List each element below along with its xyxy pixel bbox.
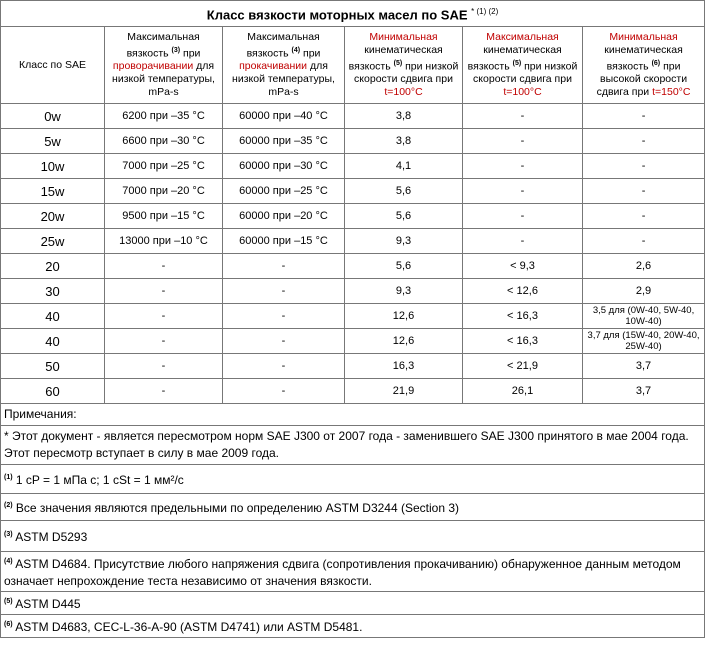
table-row: 25w 13000 при –10 °С 60000 при –15 °С 9,3 - - <box>1 229 705 254</box>
table-row: 15w 7000 при –20 °С 60000 при –25 °С 5,6 - - <box>1 179 705 204</box>
note-6: $^{(6)}$ ASTM D4683, CEC-L-36-A-90 (ASTM D4741) или ASTM D5481. <box>1 615 705 638</box>
note-1: $^{(1)}$ 1 сP = 1 мПа с; 1 cSt = 1 мм²/с <box>1 465 705 494</box>
table-row: 20w 9500 при –15 °С 60000 при –20 °С 5,6 - - <box>1 204 705 229</box>
table-row: 20 - - 5,6 < 9,3 2,6 <box>1 254 705 279</box>
note-4: $^{(4)}$ ASTM D4684. Присутствие любого напряжения сдвига (сопротивления прокачиванию) обнаруженное данным методом означает непрохождение теста независимо от значения вязкости. <box>1 552 705 592</box>
note-2: $^{(2)}$ Все значения являются предельными по определению ASTM D3244 (Section 3) <box>1 494 705 521</box>
note-star-row <box>1 426 705 465</box>
note-4-row <box>1 552 705 592</box>
header-min-kinematic-low: Минимальная кинематическая вязкость $^{(5)}$ при низкой скорости сдвига при t=100°С <box>345 27 463 104</box>
table-row: 30 - - 9,3 < 12,6 2,9 <box>1 279 705 304</box>
table-row: 5w 6600 при –30 °С 60000 при –35 °С 3,8 - - <box>1 129 705 154</box>
notes-heading-row <box>1 404 705 426</box>
header-row <box>1 27 705 104</box>
table-row: 10w 7000 при –25 °С 60000 при –30 °С 4,1 - - <box>1 154 705 179</box>
title-text: Класс вязкости моторных масел по SAE <box>206 7 468 23</box>
header-max-pumping: Максимальная вязкость $^{(4)}$ при прокачивании для низкой температуры, mPa-s <box>223 27 345 104</box>
note-2-row <box>1 494 705 521</box>
note-star: * Этот документ - является пересмотром норм SAE J300 от 2007 года - заменившего SAE J300 принятого в мае 2004 года. Этот пересмотр вступает в силу в мае 2009 года. <box>1 426 705 465</box>
table-row: 50 - - 16,3 < 21,9 3,7 <box>1 354 705 379</box>
table-row: 40 - - 12,6 < 16,3 3,7 для (15W-40, 20W-40, 25W-40) <box>1 329 705 354</box>
note-5-row <box>1 592 705 615</box>
header-min-kinematic-high: Минимальная кинематическая вязкость $^{(6)}$ при высокой скорости сдвига при t=150°С <box>583 27 705 104</box>
note-3: $^{(3)}$ ASTM D5293 <box>1 521 705 552</box>
title-footnote-marks: * (1) (2) <box>471 7 499 17</box>
header-max-kinematic-low: Максимальная кинематическая вязкость $^{(5)}$ при низкой скорости сдвига при t=100°С <box>463 27 583 104</box>
table-title <box>1 1 705 27</box>
notes-heading: Примечания: <box>1 404 705 426</box>
table-row: 0w 6200 при –35 °С 60000 при –40 °С 3,8 - - <box>1 104 705 129</box>
note-3-row <box>1 521 705 552</box>
note-5: $^{(5)}$ ASTM D445 <box>1 592 705 615</box>
header-sae-class: Класс по SAE <box>1 27 105 104</box>
header-max-cranking: Максимальная вязкость $^{(3)}$ при проворачивании для низкой температуры, mPa-s <box>105 27 223 104</box>
note-1-row <box>1 465 705 494</box>
table-row: 40 - - 12,6 < 16,3 3,5 для (0W-40, 5W-40, 10W-40) <box>1 304 705 329</box>
table-row: 60 - - 21,9 26,1 3,7 <box>1 379 705 404</box>
note-6-row <box>1 615 705 638</box>
